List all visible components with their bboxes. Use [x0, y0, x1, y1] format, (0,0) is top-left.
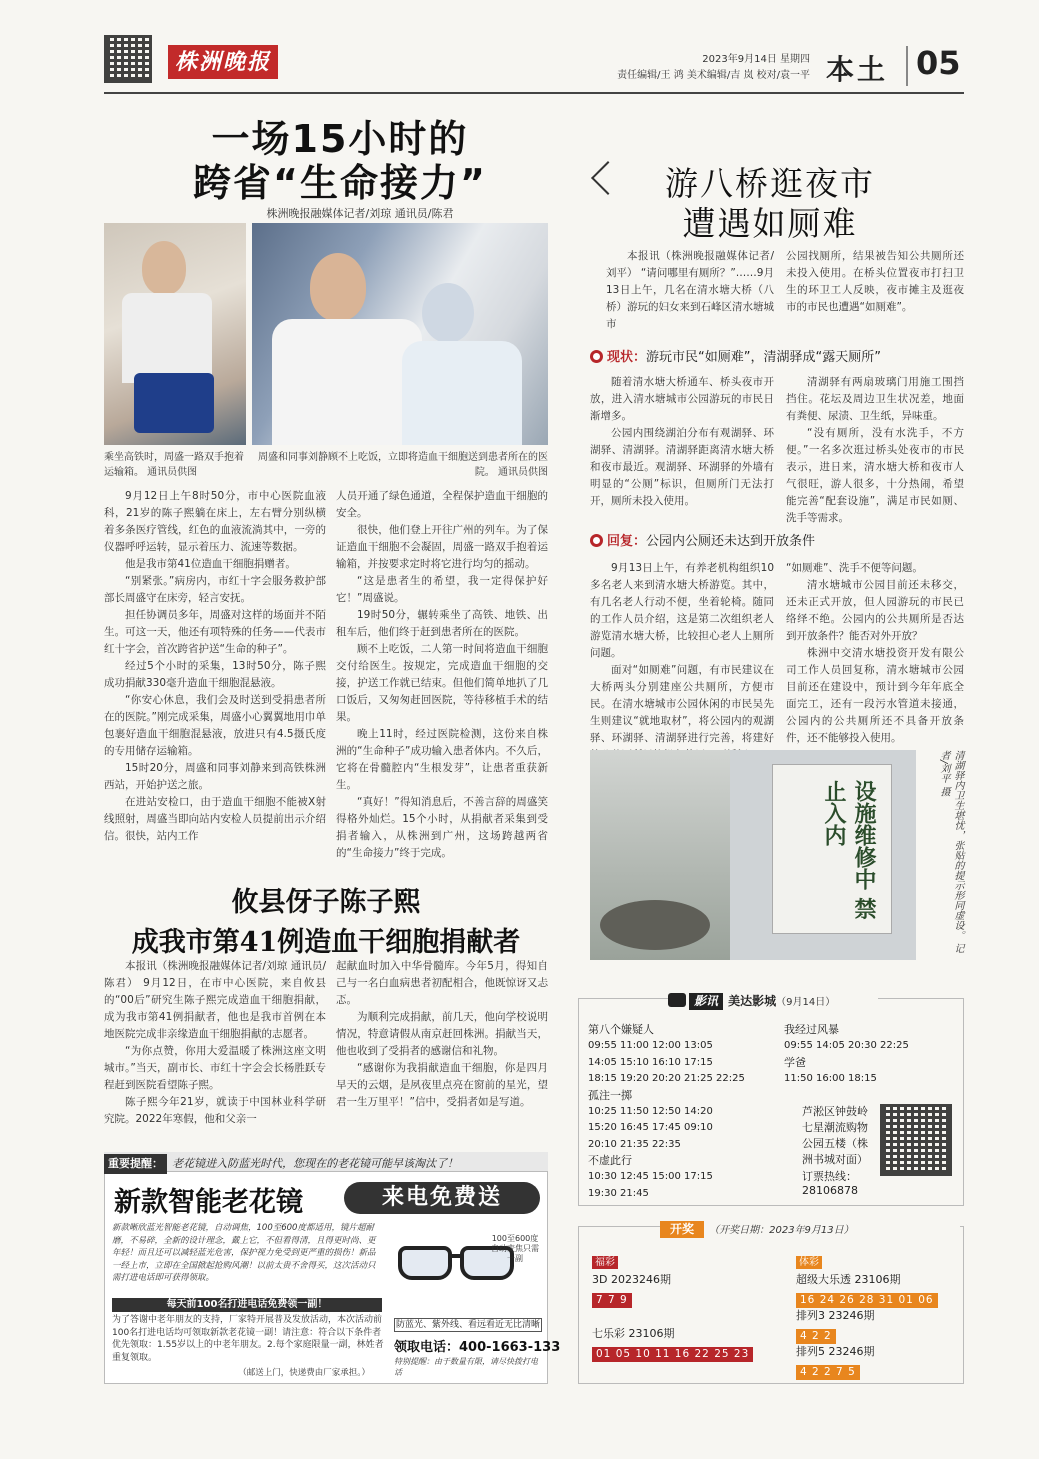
paragraph: 公园内围绕湖泊分布有观湖驿、环湖驿、清湖驿。清湖驿距离清水塘大桥和夜市最近。观湖驿、环湖驿的外墙有明显的“公厕”标识，但厕所门无法打开，厕所未投入使用。: [590, 427, 774, 507]
movies-header: [668, 990, 878, 1008]
story1-byline: 株洲晚报融媒体记者/刘琼 通讯员/陈君: [266, 207, 454, 220]
story1-caption-left: 乘坐高铁时，周盛一路双手抱着运输箱。 通讯员供图: [104, 452, 244, 478]
story1-photo-left: [104, 223, 246, 445]
film-icon: [668, 993, 686, 1007]
lottery-tag: 开奖: [660, 1221, 704, 1238]
subhead-tag: 现状：: [607, 350, 647, 365]
subhead-text: 游玩市民“如厕难”，清湖驿成“露天厕所”: [646, 350, 881, 365]
story1-title-line1: 一场15小时的: [211, 117, 469, 161]
lottery-numbers: 16 24 26 28 31 01 06: [796, 1293, 938, 1308]
ad-phone-number: 400-1663-133: [459, 1340, 561, 1355]
subhead-text: 公园内公厕还未达到开放条件: [646, 534, 816, 549]
ad-body2: 为了答谢中老年朋友的支持，厂家特开展普及发放活动，本次活动前100名打进电话均可领取新款老花镜一副！请注意：符合以下条件者优先领取：1.55岁以上的中老年朋友。2.每个家庭限量一副，林姓者重复领取。: [112, 1315, 384, 1363]
movie-title: 学爸: [784, 1055, 806, 1069]
paragraph: 清湖驿有两扇玻璃门用施工围挡挡住。花坛及周边卫生状况差，地面有粪便、尿渍、卫生纸，异味重。: [786, 376, 964, 422]
qr-code: [104, 35, 152, 83]
lottery-name: 3D 2023246期: [592, 1273, 671, 1286]
paragraph: 15时20分，周盛和同事刘静来到高铁株洲西站，开始护送之旅。: [104, 762, 326, 791]
movie-times: 09:55 11:00 12:00 13:05 14:05 15:10 16:10 17:15 18:15 19:20 20:20 21:25 22:25: [588, 1040, 745, 1084]
movie-title: 第八个嫌疑人: [588, 1023, 654, 1036]
paragraph: 为顺利完成捐献，前几天，他向学校说明情况，特意请假从南京赶回株洲。捐献当天，他也收到了受捐者的感谢信和礼物。: [336, 1011, 548, 1057]
lottery-right: [796, 1272, 956, 1380]
paragraph: 面对“如厕难”问题，有市民建议在大桥两头分别建座公共厕所，方便市民。在清水塘城市公园休闲的市民吴先生则建议“就地取材”，将公园内的观湖驿、环湖驿、清湖驿进行完善，将建好: [590, 664, 774, 744]
date-line: 2023年9月14日 星期四: [702, 54, 810, 65]
ad-notice-bar: [104, 1152, 548, 1172]
paragraph: 经过5个小时的采集，13时50分，陈子熙成功捐献330毫升造血干细胞混悬液。: [104, 660, 326, 689]
ad-strip: 每天前100名打进电话免费领一副！: [112, 1298, 382, 1312]
paragraph: “真好！”得知消息后，不善言辞的周盛笑得格外灿烂。15个小时，从捐献者采集到受捐者输入，从株洲到广州，这场跨越两省的“生命接力”终于完成。: [336, 796, 548, 859]
paragraph: 很快，他们登上开往广州的列车。为了保证造血干细胞不会凝固，周盛一路双手抱着运输箱，并按要求定时将它进行均匀的摇动。: [336, 524, 548, 570]
lottery-left: [592, 1272, 782, 1362]
paragraph: 9月12日上午8时50分，市中心医院血液科，21岁的陈子熙躺在床上，左右臂分别纵横着多条医疗管线，红色的血液流淌其中，一旁的仪器呼呼运转，显示着压力、流速等数据。: [104, 490, 326, 553]
story1-title-line2: 跨省“生命接力”: [193, 161, 487, 205]
story2-title-line2: 成我市第41例造血干细胞捐献者: [131, 927, 521, 958]
story3-sub2-col2: [786, 560, 964, 744]
story3-sub1-col1: [590, 374, 774, 518]
lottery-name: 排列5 23246期: [796, 1345, 875, 1358]
paragraph: 株洲中交清水塘投资开发有限公司工作人员回复称，清水塘城市公园目前还在建设中，预计到今年年底全面完工，还有一段污水管道未接通，公园内的公共厕所还不具备开放条件，还不能够投入使用。: [786, 647, 964, 744]
movies-left: [588, 1022, 778, 1202]
story3-title-line1: 游八桥逛夜市: [665, 164, 875, 203]
story3-subhead1: [590, 346, 964, 365]
bullet-icon: [590, 534, 603, 547]
movie-times: 10:25 11:50 12:50 14:20 15:20 16:45 17:45 09:10 20:10 21:35 22:35: [588, 1105, 713, 1150]
movies-date: （9月14日）: [776, 997, 836, 1008]
paragraph: 起献血时加入中华骨髓库。今年5月，得知自己与一名白血病患者初配相合，他既惊讶又忐忑。: [336, 960, 548, 1006]
movies-qr-code: [880, 1104, 952, 1176]
lottery-numbers: 4 2 2 7 5: [796, 1365, 860, 1380]
movie-title: 我经过风暴: [784, 1023, 839, 1036]
story3-photo-caption: 清湖驿内卫生堪忧，张贴的提示形同虚设。 记者/刘平 摄: [938, 750, 963, 954]
page-number: 05: [916, 44, 961, 82]
ad-features: 防蓝光、紫外线、看远看近无比清晰: [395, 1320, 540, 1330]
movie-title: 不虚此行: [588, 1154, 632, 1167]
story3-photo: [590, 750, 916, 960]
paragraph: “没有厕所，没有水洗手，不方便。”一名多次逛过桥头处夜市的市民表示，进日来，清水塘大桥和夜市人气很旺，游人很多，十分热闹，希望能完善“配套设施”，满足市民如厕、洗手等需求。: [786, 427, 964, 524]
paragraph: 他是我市第41位造血干细胞捐赠者。: [125, 558, 296, 570]
story3-lead-col1: [606, 248, 774, 336]
ad-title: 新款智能老花镜: [114, 1187, 303, 1218]
lottery-name: 排列3 23246期: [796, 1309, 875, 1322]
paragraph: 公园找厕所，结果被告知公共厕所还未投入使用。在桥头位置夜市打扫卫生的环卫工人反映，夜市摊主及逛夜市的市民也遭遇“如厕难”。: [786, 250, 964, 313]
masthead-logo: 株洲晚报: [168, 45, 278, 79]
movies-address: 芦淞区钟鼓岭七星潮流购物公园五楼（株洲书城对面）: [802, 1105, 868, 1166]
story1-column1: [104, 488, 326, 864]
story3-title-line2: 遭遇如厕难: [682, 204, 858, 243]
movies-hotline: 28106878: [802, 1184, 858, 1197]
header-divider: [906, 46, 908, 86]
movie-title: 孤注一掷: [588, 1088, 632, 1102]
paragraph: 人员开通了绿色通道，全程保护造血干细胞的安全。: [336, 490, 548, 519]
ad-body: 新款晰欣蓝光智能老花镜，自动调焦，100至600度都适用，镜片超耐磨，不易碎，全新的设计理念，戴上它，不但看得清，且得更时尚、更年轻！而且还可以减轻蓝光危害，保护视力免受到更严重的损伤！新品一经上市，立即在全国掀起抢购风潮！以前太贵不舍得买，这次活动只需打进电话即可获得领取。: [112, 1223, 376, 1283]
paragraph: 本报讯（株洲晚报融媒体记者/刘琼 通讯员/陈君） 9月12日，在市中心医院，来自攸县的“00后”研究生陈子熙完成造血干细胞捐献，成为我市第41例捐献者，他也是我市首例在本地医院完成非亲缘造血干细胞捐献的志愿者。: [104, 960, 326, 1040]
movies-right: [784, 1022, 954, 1087]
ticai-label: 体彩: [796, 1256, 822, 1269]
lottery-date: （开奖日期：2023年9月13日）: [709, 1225, 854, 1236]
ad-phone-line: [394, 1336, 561, 1355]
story3-lead-col2: [786, 248, 964, 336]
paragraph: 在进站安检口，由于造血干细胞不能被X射线照射，周盛当即向站内安检人员提前出示介绍信。很快，站内工作: [104, 796, 326, 842]
paragraph: 陈子熙今年21岁，就读于中国林业科学研究院。2022年寒假，他和父亲一: [104, 1096, 326, 1125]
paragraph: “别紧张。”病房内，市红十字会服务救护部部长周盛守在床旁，轻言安抚。: [104, 575, 326, 604]
paragraph: 清水塘城市公园目前还未移交，还未正式开放，但人园游玩的市民已络绎不绝。公园内的公共厕所是否达到开放条件？能否对外开放？: [786, 579, 964, 642]
story1-caption-right: 周盛和同事刘静顾不上吃饭，立即将造血干细胞送到患者所在的医院。 通讯员供图: [258, 452, 548, 478]
lottery-header: [660, 1218, 960, 1236]
movie-times: 10:30 12:45 15:00 17:15 19:30 21:45: [588, 1171, 713, 1199]
paragraph: 随着清水塘大桥通车、桥头夜市开放，进入清水塘城市公园游玩的市民日渐增多。: [590, 376, 774, 422]
editors-line: 责任编辑/王 鸿 美术编辑/吉 岚 校对/袁一平: [617, 70, 810, 81]
movies-tag: 影讯: [689, 993, 723, 1010]
story3-sub1-col2: [786, 374, 964, 524]
section-name: 本土: [826, 53, 889, 86]
story2-title-line1: 攸县伢子陈子熙: [231, 887, 421, 918]
paragraph: 19时50分，辗转乘坐了高铁、地铁、出租车后，他们终于赶到患者所在的医院。: [336, 609, 548, 638]
fucai-label: 福彩: [592, 1256, 618, 1269]
movies-hotline-label: 订票热线：: [802, 1170, 857, 1183]
paragraph: 9月13日上午，有养老机构组织10多名老人来到清水塘大桥游览。其中，有几名老人行动不便，坐着轮椅。随同的工作人员介绍，这是第二次组织老人游览清水塘大桥，比较担心老人上厕所问题。: [590, 562, 774, 659]
paragraph: 担任协调员多年，周盛对这样的场面并不陌生。可这一天，他还有项特殊的任务——代表市红十字会，首次跨省护送“生命的种子”。: [104, 609, 326, 655]
paragraph: 本报讯（株洲晚报融媒体记者/刘平） “请问哪里有厕所？”……9月13日上午，几名在清水塘大桥（八桥）游玩的妇女来到石峰区清水塘城市: [606, 250, 774, 330]
photo-sign-text: 设施维修中 禁止入内: [821, 780, 876, 920]
movie-times: 09:55 14:05 20:30 22:25: [784, 1040, 909, 1051]
ad-special: 特别提醒：由于数量有限，请尽快拨打电话: [394, 1357, 538, 1377]
story1-photo-right: [252, 223, 548, 445]
paragraph: “你安心休息，我们会及时送到受捐患者所在的医院。”刚完成采集，周盛小心翼翼地用巾单包裹好造血干细胞混悬液，放进只有4.5摄氏度的专用储存运输箱。: [104, 694, 326, 757]
lottery-name: 七乐彩 23106期: [592, 1327, 675, 1340]
paragraph: 顾不上吃饭，二人第一时间将造血干细胞交付给医生。按规定，完成造血干细胞的交接，护送工作就已结束。但他们简单地扒了几口饭后，又匆匆赶回医院，等待移植手术的结果。: [336, 643, 548, 723]
ad-notice-label: 重要提醒：: [104, 1154, 167, 1174]
paragraph: 晚上11时，经过医院检测，这份来自株洲的“生命种子”成功输入患者体内。不久后，它将在骨髓腔内“生根发芽”，让患者重获新生。: [336, 728, 548, 791]
ad-phone-label: 领取电话：: [394, 1340, 460, 1355]
movie-times: 11:50 16:00 18:15: [784, 1072, 877, 1084]
lottery-numbers: 01 05 10 11 16 22 25 23: [592, 1347, 753, 1362]
movies-cinema: 美达影城: [728, 994, 777, 1008]
lottery-numbers: 7 7 9: [592, 1293, 632, 1308]
ad-badge: 来电免费送: [344, 1182, 540, 1214]
story2-column1: [104, 958, 326, 1133]
lottery-numbers: 4 2 2: [796, 1329, 836, 1344]
paragraph: “如厕难”、洗手不便等问题。: [786, 562, 923, 574]
story1-column2: [336, 488, 548, 864]
paragraph: “这是患者生的希望，我一定得保护好它！”周盛说。: [336, 575, 548, 604]
header-rule: [104, 92, 964, 94]
ad-notice-text: 老花镜进入防蓝光时代，您现在的老花镜可能早该淘汰了！: [172, 1157, 459, 1170]
ad-side-label: 100至600度自动变焦只需一副: [491, 1234, 539, 1263]
subhead-tag: 回复：: [607, 534, 647, 549]
ad-fineprint: （邮送上门，快递费由厂家承担。）: [238, 1368, 370, 1378]
lottery-name: 超级大乐透 23106期: [796, 1273, 901, 1286]
story2-column2: [336, 958, 548, 1133]
story3-sub2-col1: [590, 560, 774, 744]
paragraph: “感谢你为我捐献造血干细胞，你是四月早天的云烟，是夙夜里点亮在窗前的星光，望君一生万里平！”信中，受捐者如是写道。: [336, 1062, 548, 1108]
story3-subhead2: [590, 530, 964, 549]
bullet-icon: [590, 350, 603, 363]
paragraph: “为你点赞，你用大爱温暖了株洲这座文明城市。”当天，副市长、市红十字会会长杨胜跃专程赶到医院看望陈子熙。: [104, 1045, 326, 1091]
